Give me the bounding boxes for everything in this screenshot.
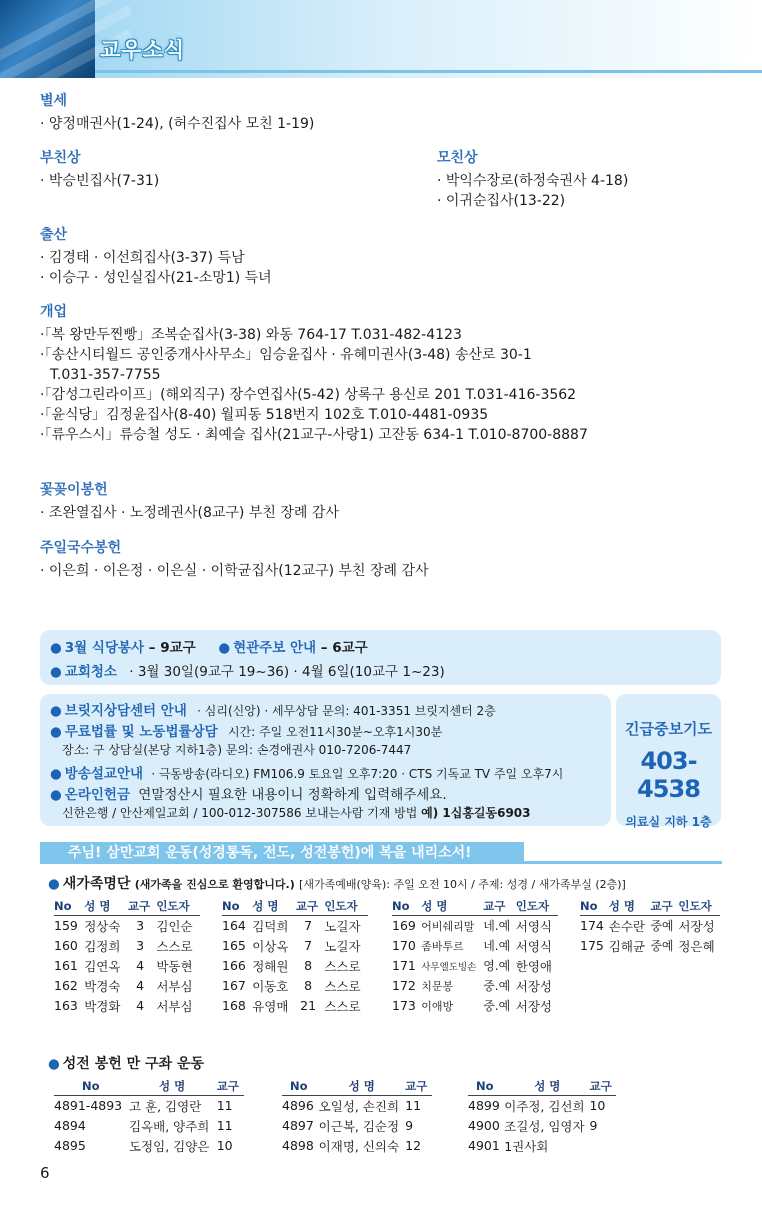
column-header: 인도자 xyxy=(324,898,368,916)
notice-line xyxy=(50,720,442,740)
table-row xyxy=(222,976,368,996)
table-cell: 10 xyxy=(216,1138,233,1153)
table-cell: 서영식 xyxy=(515,938,552,954)
table-cell: 서장성 xyxy=(515,978,552,994)
new-family-subtitle: (새가족을 진심으로 환영합니다.) xyxy=(134,878,295,891)
notice-value: · 3월 30일(9교구 19~36) · 4월 6일(10교구 1~23) xyxy=(129,664,445,680)
table-row xyxy=(468,1136,616,1156)
column-header: 성 명 xyxy=(319,1078,405,1096)
table-cell: 김옥배, 양주희 xyxy=(128,1118,210,1134)
urgent-phone: 403-4538 xyxy=(637,747,700,803)
table-cell: 9 xyxy=(589,1118,598,1133)
table-cell: 좀바투르 xyxy=(421,939,464,953)
table-row xyxy=(54,956,200,976)
table-cell: 이주정, 김선희 xyxy=(504,1098,585,1114)
table-cell: 서장성 xyxy=(515,998,552,1014)
table-cell: 서부심 xyxy=(156,998,193,1014)
table-cell: 도정임, 김양은 xyxy=(128,1138,210,1154)
list-item: ·「류우스시」류승철 성도 · 최예슬 집사(21교구-사랑1) 고잔동 634-1 T.010-8700-8887 xyxy=(40,427,588,443)
table-cell: 스스로 xyxy=(324,958,361,974)
column-header: 교구 xyxy=(589,1078,616,1096)
table-cell: 162 xyxy=(54,978,78,993)
table-cell: 스스로 xyxy=(156,938,193,954)
table-row xyxy=(282,1116,432,1136)
notice-label: 온라인헌금 xyxy=(64,787,130,803)
table-cell: 정은혜 xyxy=(678,938,715,954)
table-cell: 4898 xyxy=(282,1138,314,1153)
bullet-icon: ● xyxy=(50,787,62,803)
table-cell: 3 xyxy=(136,938,145,953)
table-cell: 4897 xyxy=(282,1118,314,1133)
table-cell: 173 xyxy=(392,998,416,1013)
table-cell: 중.예 xyxy=(483,979,511,993)
new-family-table-3 xyxy=(392,898,558,1016)
table-cell: 170 xyxy=(392,938,416,953)
column-header: 성 명 xyxy=(252,898,296,916)
table-cell: 167 xyxy=(222,978,246,993)
section-title: 부친상 xyxy=(40,150,81,166)
table-row xyxy=(54,976,200,996)
header-banner xyxy=(0,0,762,78)
notice-line xyxy=(50,660,445,680)
column-header: 성 명 xyxy=(129,1078,217,1096)
urgent-title: 긴급중보기도 xyxy=(625,720,712,738)
table-row xyxy=(392,956,558,976)
list-item: · 박익수장로(하정숙권사 4-18) xyxy=(437,173,629,189)
table-row xyxy=(392,936,558,956)
table-cell: 160 xyxy=(54,938,78,953)
bullet-icon: ● xyxy=(50,724,62,740)
table-row xyxy=(222,916,368,936)
column-header: No xyxy=(392,898,421,916)
table-cell: 이애방 xyxy=(421,999,454,1013)
prayer-rule xyxy=(40,861,722,864)
table-cell: 4900 xyxy=(468,1118,500,1133)
table-row xyxy=(392,996,558,1016)
new-family-table-4 xyxy=(580,898,720,956)
table-row xyxy=(222,996,368,1016)
column-header: 교구 xyxy=(128,898,156,916)
table-cell: 이동호 xyxy=(252,978,289,994)
table-cell: 11 xyxy=(216,1118,233,1133)
notice-label: 브릿지상담센터 안내 xyxy=(64,703,187,719)
section-title: 모친상 xyxy=(437,150,478,166)
table-cell: 10 xyxy=(589,1098,606,1114)
list-item: T.031-357-7755 xyxy=(50,367,161,383)
table-cell: 11 xyxy=(405,1098,422,1114)
section-title: 꽃꽂이봉헌 xyxy=(40,482,108,498)
table-row xyxy=(54,1116,244,1136)
notice-label: 무료법률 및 노동법률상담 xyxy=(64,724,218,740)
table-cell: 조길성, 임영자 xyxy=(504,1118,585,1134)
prayer-banner: 주님! 삼만교회 운동(성경통독, 전도, 성전봉헌)에 복을 내리소서! xyxy=(40,842,524,864)
banner-photo-image xyxy=(0,0,95,78)
bullet-icon: ● xyxy=(218,640,231,656)
table-cell: 12 xyxy=(405,1138,422,1153)
table-cell: 3 xyxy=(136,918,145,934)
table-cell: 11 xyxy=(216,1098,233,1114)
section-mother-death xyxy=(437,147,628,211)
table-cell: 한영애 xyxy=(515,958,552,974)
table-cell: 이재명, 신의숙 xyxy=(318,1138,400,1154)
notice-label: 방송설교안내 xyxy=(64,766,144,782)
table-cell: 159 xyxy=(54,918,78,934)
table-cell: 이상옥 xyxy=(252,938,289,954)
notice-label: 현관주보 안내 xyxy=(233,640,317,656)
table-cell: 4895 xyxy=(54,1138,86,1153)
column-header: 교구 xyxy=(483,898,516,916)
table-row xyxy=(54,1136,244,1156)
table-cell: 168 xyxy=(222,998,246,1013)
table-row xyxy=(54,936,200,956)
notice-label: 교회청소 xyxy=(64,664,117,680)
notice-line xyxy=(50,636,368,656)
table-cell: 164 xyxy=(222,918,246,934)
list-item: ·「윤식당」김정윤집사(8-40) 월피동 518번지 102호 T.010-4481-0935 xyxy=(40,407,489,423)
banner-underline xyxy=(95,70,762,73)
table-row xyxy=(222,956,368,976)
table-cell xyxy=(589,1136,616,1156)
section-father-death xyxy=(40,147,159,191)
notice-example: 예) 1십홍길동6903 xyxy=(421,806,531,820)
table-cell: 박경숙 xyxy=(84,978,121,994)
table-cell: 169 xyxy=(392,918,416,934)
column-header: No xyxy=(54,1078,129,1096)
section-separation xyxy=(40,90,314,134)
table-cell: 사무엘도빙손 xyxy=(421,961,477,973)
table-cell: 171 xyxy=(392,958,416,973)
table-cell: 163 xyxy=(54,998,78,1013)
section-birth xyxy=(40,224,272,288)
table-cell: 스스로 xyxy=(324,998,361,1014)
notice-line xyxy=(50,762,563,782)
column-header: 교구 xyxy=(296,898,324,916)
table-cell: 정상숙 xyxy=(84,918,121,934)
list-item: · 이승구 · 성인실집사(21-소망1) 득녀 xyxy=(40,270,272,286)
notice-value: 시간: 주일 오전11시30분~오후1시30분 xyxy=(227,725,443,739)
table-cell: 4901 xyxy=(468,1138,500,1153)
table-cell: 4 xyxy=(136,958,145,973)
table-cell: 중예 xyxy=(650,939,674,953)
table-row xyxy=(282,1096,432,1116)
new-family-heading xyxy=(48,873,626,893)
table-cell: 김연옥 xyxy=(84,958,121,974)
column-header: No xyxy=(468,1078,504,1096)
table-row xyxy=(222,936,368,956)
table-cell: 정해원 xyxy=(252,958,289,974)
column-header: 인도자 xyxy=(156,898,200,916)
column-header: 인도자 xyxy=(678,898,720,916)
column-header: 인도자 xyxy=(516,898,558,916)
section-opening xyxy=(40,301,588,445)
table-cell: 서영식 xyxy=(515,918,552,934)
list-item: · 이귀순집사(13-22) xyxy=(437,193,566,209)
table-cell: 박동현 xyxy=(156,958,193,974)
list-item: · 박승빈집사(7-31) xyxy=(40,173,160,189)
notice-line: 장소: 구 상담실(본당 지하1층) 문의: 손경애권사 010-7206-7447 xyxy=(62,743,412,757)
list-item: ·「복 왕만두찐빵」조복순집사(3-38) 와동 764-17 T.031-482-4123 xyxy=(40,327,462,343)
column-header: No xyxy=(54,898,84,916)
notice-value: 연말정산시 필요한 내용이니 정확하게 입력해주세요. xyxy=(138,787,447,803)
column-header: 교구 xyxy=(405,1078,432,1096)
table-cell: 손수란 xyxy=(608,918,646,934)
table-row xyxy=(54,1096,244,1116)
table-row xyxy=(54,996,200,1016)
bullet-icon: ● xyxy=(50,640,62,656)
table-cell: 174 xyxy=(580,918,604,934)
column-header: 성 명 xyxy=(421,898,483,916)
table-cell: 박경화 xyxy=(84,998,121,1014)
table-cell: 김정희 xyxy=(84,938,121,954)
notice-value: · 심리(신앙) · 세무상담 문의: 401-3351 브릿지센터 2층 xyxy=(197,704,496,718)
table-cell: 4891-4893 xyxy=(54,1098,123,1114)
column-header: 성 명 xyxy=(504,1078,589,1096)
section-title: 출산 xyxy=(40,227,68,243)
table-cell: 4899 xyxy=(468,1098,500,1114)
column-header: No xyxy=(222,898,252,916)
table-cell: 중.예 xyxy=(483,999,511,1013)
list-item: · 이은희 · 이은정 · 이은실 · 이학균집사(12교구) 부친 장례 감사 xyxy=(40,563,429,579)
table-cell: 어비쉐리말 xyxy=(421,919,475,933)
list-item: · 양정매권사(1-24), (허수진집사 모친 1-19) xyxy=(40,116,315,132)
table-cell: 김해균 xyxy=(608,938,646,954)
bullet-icon: ● xyxy=(48,1056,60,1072)
table-cell: 서장성 xyxy=(678,918,715,934)
table-row xyxy=(392,976,558,996)
table-cell: 8 xyxy=(304,978,313,993)
building-fund-heading xyxy=(48,1053,204,1073)
table-cell: 오일성, 손진희 xyxy=(318,1098,400,1114)
table-cell: 8 xyxy=(304,958,313,973)
section-title: 주일국수봉헌 xyxy=(40,540,122,556)
table-cell: 7 xyxy=(304,938,313,953)
table-cell: 172 xyxy=(392,978,416,993)
new-family-title: 새가족명단 xyxy=(62,876,131,892)
notice-value: · 극동방송(라디오) FM106.9 토요일 오후7:20 · CTS 기독교 TV 주일 오후7시 xyxy=(151,767,564,781)
section-title: 개업 xyxy=(40,304,68,320)
table-cell: 7 xyxy=(304,918,313,934)
bullet-icon: ● xyxy=(50,766,62,782)
section-flowers xyxy=(40,479,339,523)
table-cell: 김덕희 xyxy=(252,918,289,934)
bullet-icon: ● xyxy=(50,703,62,719)
page-title: 교우소식 xyxy=(100,38,186,62)
notice-value: 신한은행 / 안산제일교회 / 100-012-307586 보내는사람 기재 방법 xyxy=(62,806,422,820)
column-header: 교구 xyxy=(650,898,678,916)
table-cell: 네.예 xyxy=(483,939,511,953)
new-family-table-1 xyxy=(54,898,200,1016)
table-cell: 유영매 xyxy=(252,998,289,1014)
table-cell: 중예 xyxy=(650,919,674,934)
table-cell: 김인순 xyxy=(156,918,193,934)
table-cell: 스스로 xyxy=(324,978,361,994)
column-header: 교구 xyxy=(217,1078,244,1096)
list-item: ·「감성그린라이프」(해외직구) 장수연집사(5-42) 상록구 용신로 201 T.031-416-3562 xyxy=(40,387,577,403)
list-item: ·「송산시티월드 공인중개사사무소」임승윤집사 · 유혜미권사(3-48) 송산로 30-1 xyxy=(40,347,532,363)
column-header: No xyxy=(282,1078,319,1096)
table-row xyxy=(54,916,200,936)
table-cell: 노길자 xyxy=(324,938,361,954)
table-cell: 166 xyxy=(222,958,246,973)
table-cell: 네.예 xyxy=(483,919,511,934)
urgent-location: 의료실 지하 1층 xyxy=(625,815,712,829)
table-cell: 노길자 xyxy=(324,918,361,934)
table-cell: 4 xyxy=(136,998,145,1013)
notice-value: – 6교구 xyxy=(316,640,368,656)
list-item: · 김경태 · 이선희집사(3-37) 득남 xyxy=(40,250,245,266)
table-cell: 영.예 xyxy=(483,959,511,973)
table-row xyxy=(468,1096,616,1116)
table-cell: 161 xyxy=(54,958,78,973)
list-item: · 조완열집사 · 노정례권사(8교구) 부친 장례 감사 xyxy=(40,505,339,521)
table-row xyxy=(282,1136,432,1156)
notice-line xyxy=(62,804,531,821)
column-header: No xyxy=(580,898,609,916)
section-title: 별세 xyxy=(40,93,68,109)
column-header: 성 명 xyxy=(609,898,651,916)
section-noodles xyxy=(40,537,429,581)
notice-line xyxy=(50,699,496,719)
table-cell: 4894 xyxy=(54,1118,86,1133)
table-cell: 이근복, 김순정 xyxy=(318,1118,400,1134)
table-cell: 165 xyxy=(222,938,246,953)
building-fund-table-3 xyxy=(468,1078,616,1156)
page-number: 6 xyxy=(40,1164,50,1182)
table-cell: 치문봉 xyxy=(421,979,454,993)
table-cell: 21 xyxy=(300,998,317,1013)
table-row xyxy=(580,936,720,956)
table-row xyxy=(468,1116,616,1136)
table-cell: 4896 xyxy=(282,1098,314,1114)
new-family-info: [새가족예배(양육): 주일 오전 10시 / 주제: 성경 / 새가족부실 (2층)] xyxy=(299,878,626,891)
new-family-table-2 xyxy=(222,898,368,1016)
table-cell: 고 훈, 김영란 xyxy=(128,1098,202,1114)
table-cell: 9 xyxy=(405,1118,414,1133)
table-cell: 4 xyxy=(136,978,145,993)
table-cell: 서부심 xyxy=(156,978,193,994)
notice-label: 3월 식당봉사 xyxy=(64,640,145,656)
notice-value: – 9교구 xyxy=(144,640,196,656)
urgent-prayer-box xyxy=(616,694,721,829)
building-fund-table-2 xyxy=(282,1078,432,1156)
building-fund-table-1 xyxy=(54,1078,244,1156)
table-row xyxy=(392,916,558,936)
notice-line xyxy=(50,783,447,803)
notice-box-service xyxy=(40,630,721,685)
notice-box-info xyxy=(40,694,611,826)
table-cell: 175 xyxy=(580,938,604,953)
bullet-icon: ● xyxy=(50,664,62,680)
table-cell: 1권사회 xyxy=(504,1138,549,1154)
bullet-icon: ● xyxy=(48,876,60,892)
column-header: 성 명 xyxy=(84,898,128,916)
building-fund-title: 성전 봉헌 만 구좌 운동 xyxy=(62,1056,204,1072)
table-row xyxy=(580,916,720,936)
